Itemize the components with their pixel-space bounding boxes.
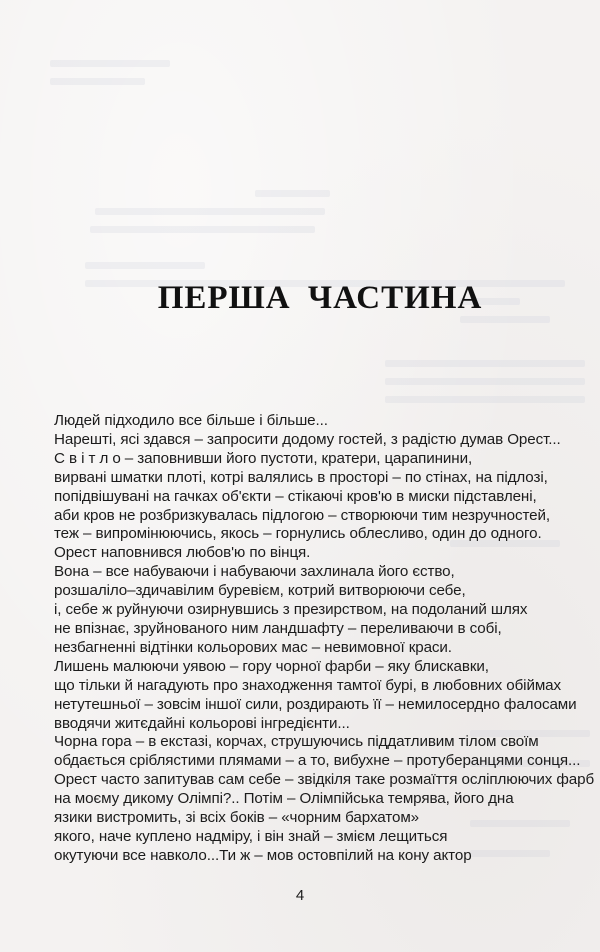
text-line: теж – випромінюючись, якось – горнулись облесливо, один до одного.: [54, 525, 542, 543]
text-line: С в і т л о – заповнивши його пустоти, кратери, царапинини,: [54, 449, 473, 467]
show-through-ghost: [385, 360, 585, 367]
show-through-ghost: [385, 396, 585, 403]
text-line: обдається сріблястими плямами – а то, вибухне – протуберанцями сонця...: [54, 752, 581, 770]
text-line: на моєму дикому Олімпі?.. Потім – Олімпійська темрява, його дна: [54, 790, 514, 808]
text-line: і, себе ж руйнуючи озирнувшись з презирством, на подоланий шлях: [54, 601, 528, 619]
text-line: окутуючи все навколо...Ти ж – мов остовпілий на кону актор: [54, 846, 472, 864]
text-line: Орест часто запитував сам себе – звідкіля таке розмаїття осліплюючих фарб: [54, 771, 595, 789]
text-line: нетутешньої – зовсім іншої сили, роздирають її – немилосердно фалосами: [54, 695, 577, 713]
show-through-ghost: [50, 78, 145, 85]
text-line: Лишень малюючи уявою – гору чорної фарби – яку блискавки,: [54, 657, 489, 675]
text-line: вводячи житєдайні кольорові інгредієнти...: [54, 714, 350, 732]
text-line: Вона – все набуваючи і набуваючи захлинала його єство,: [54, 563, 455, 581]
text-line: вирвані шматки плоті, котрі валялись в просторі – по стінах, на підлозі,: [54, 468, 548, 486]
text-line: Чорна гора – в екстазі, корчах, струшуючись піддатливим тілом своїм: [54, 733, 539, 751]
text-line: що тільки й нагадують про знаходження тамтої бурі, в любовних обіймах: [54, 676, 562, 694]
show-through-ghost: [90, 226, 315, 233]
show-through-ghost: [255, 190, 330, 197]
show-through-ghost: [385, 378, 585, 385]
body-text: [54, 412, 594, 866]
text-line: Людей підходило все більше і більше...: [54, 412, 328, 429]
show-through-ghost: [50, 60, 170, 67]
text-line: не впізнає, зруйнованого ним ландшафту – переливаючи в собі,: [54, 619, 502, 637]
page-number: 4: [295, 887, 305, 904]
text-line: Нарешті, ясі здався – запросити додому гостей, з радістю думав Орест...: [54, 430, 561, 448]
chapter-title: ПЕРША ЧАСТИНА: [157, 280, 483, 316]
text-line: Орест наповнився любов'ю по вінця.: [54, 544, 311, 562]
text-line: попідвішувані на гачках об'єкти – стікаючі кров'ю в миски підставлені,: [54, 487, 537, 505]
show-through-ghost: [85, 262, 205, 269]
text-line: якого, наче куплено надміру, і він знай – змієм лещиться: [54, 827, 448, 845]
show-through-ghost: [95, 208, 325, 215]
text-line: незбагненні відтінки кольорових мас – невимовної краси.: [54, 638, 452, 656]
show-through-ghost: [460, 316, 550, 323]
text-line: язики вистромить, зі всіх боків – «чорним бархатом»: [54, 809, 420, 827]
text-line: розшаліло–здичавілим буревієм, котрий витворюючи себе,: [54, 582, 466, 600]
text-line: аби кров не розбризкувалась підлогою – створюючи тим незручностей,: [54, 506, 551, 524]
